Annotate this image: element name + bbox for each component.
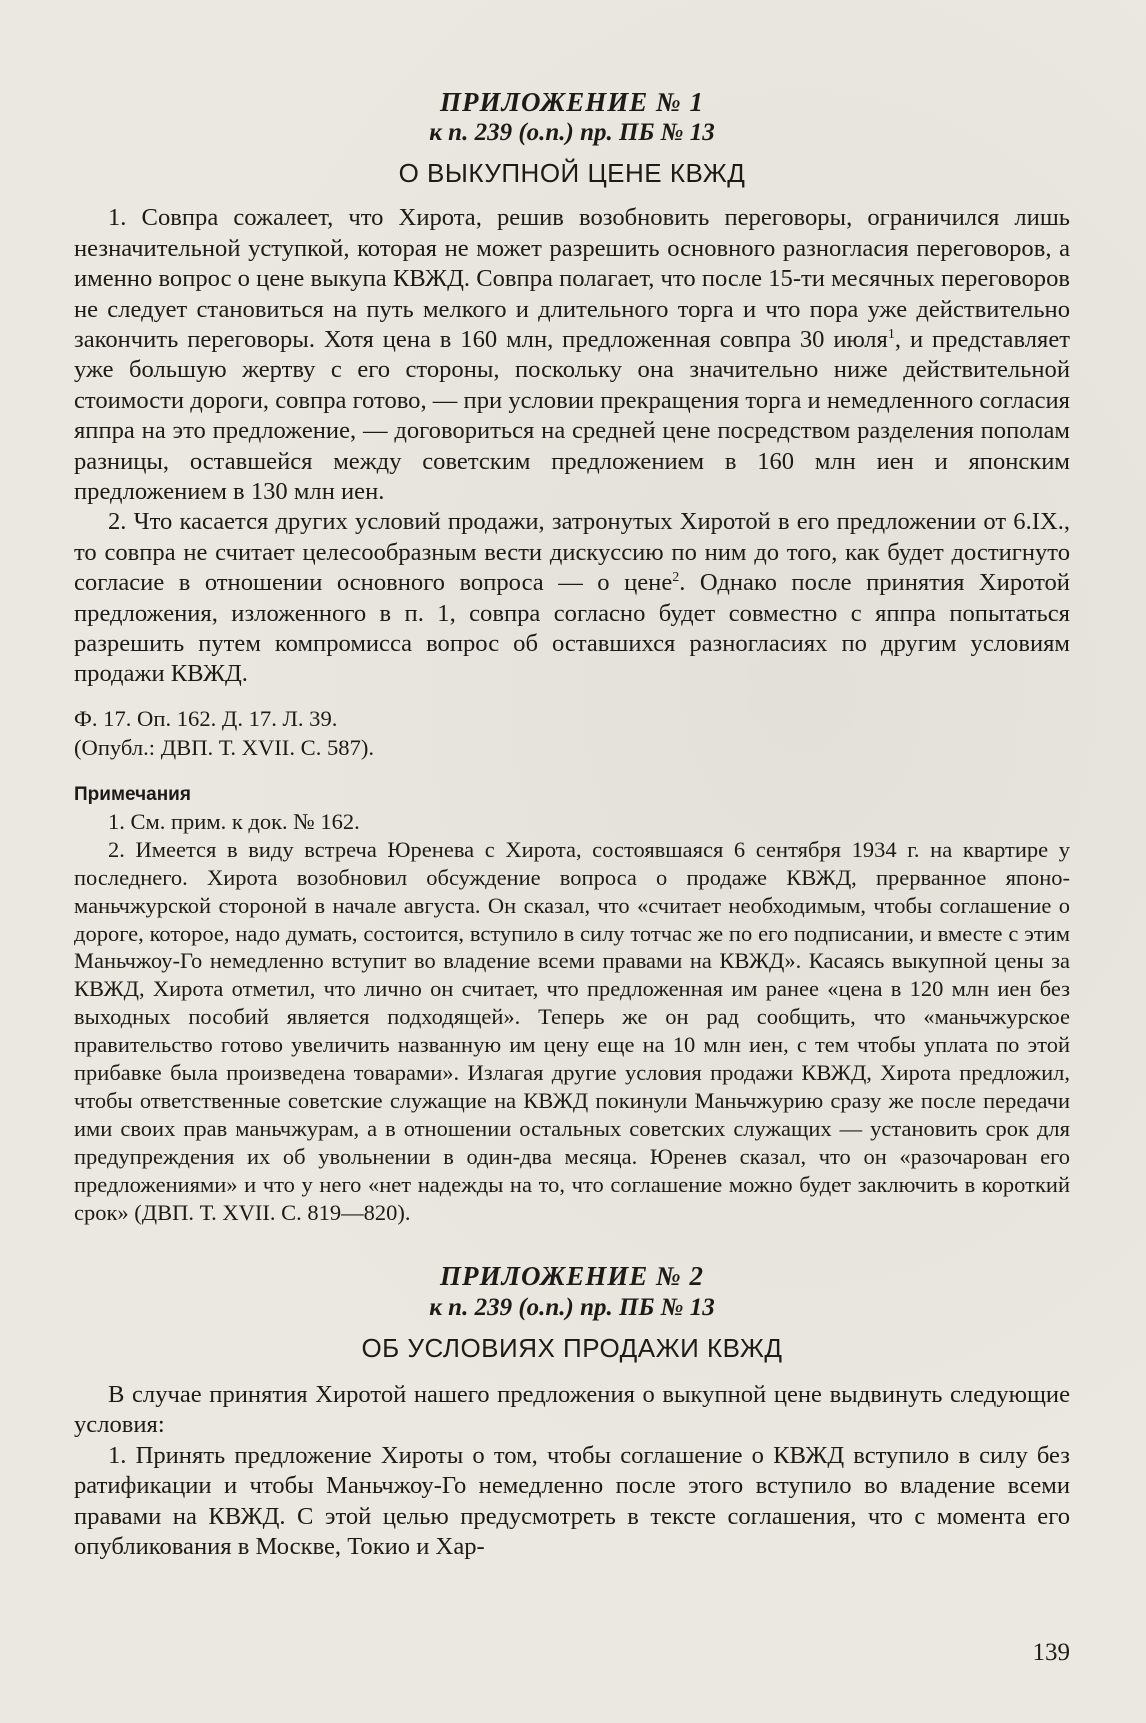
- archival-source: [74, 704, 1070, 762]
- appendix-1-paragraph-2: [74, 507, 1070, 689]
- note-2: 2. Имеется в виду встреча Юренева с Хирота, состоявшаяся 6 сентября 1934 г. на квартире у последнего. Хирота возобновил обсуждение вопроса о продаже КВЖД, прерванное японо-маньчжурской стороной в начале августа. Он сказал, что «считает необходимым, чтобы соглашение о дороге, которое, надо думать, состоится, вступило в силу тотчас же по его подписании, и вместе с этим Маньчжоу-Го немедленно вступит во владение всеми правами на КВЖД». Касаясь выкупной цены за КВЖД, Хирота отметил, что лично он считает, что предложенная им ранее «цена в 120 млн иен без выходных пособий является подходящей». Теперь же он рад сообщить, что «маньчжурское правительство готово увеличить названную им цену еще на 10 млн иен, с тем чтобы уплата по этой прибавке была произведена товарами». Излагая другие условия продажи КВЖД, Хирота предложил, чтобы ответственные советские служащие на КВЖД покинули Маньчжурию сразу же после передачи ими своих прав маньчжурам, а в отношении остальных советских служащих — установить срок для предупреждения их об увольнении в один-два месяца. Юренев сказал, что он «разочарован его предложениями» и что у него «нет надежды на то, что соглашение можно будет заключить в короткий срок» (ДВП. Т. XVII. С. 819—820).: [74, 836, 1070, 1225]
- source-line-2: (Опубл.: ДВП. Т. XVII. С. 587).: [74, 734, 375, 760]
- notes-heading: Примечания: [74, 783, 191, 805]
- appendix-1-title: ПРИЛОЖЕНИЕ № 1: [439, 87, 704, 117]
- appendix-2-heading: ОБ УСЛОВИЯХ ПРОДАЖИ КВЖД: [361, 1332, 783, 1363]
- appendix-2-header: [74, 1260, 1070, 1322]
- paragraph-2-text-b: . Однако после принятия Хиротой предложения, изложенного в п. 1, совпра согласно будет совместно с яппра попытаться разрешить путем компромисса вопрос об оставшихся разногласиях по другим условиям продажи КВЖД.: [74, 569, 1070, 688]
- paragraph-1-text-a: 1. Совпра сожалеет, что Хирота, решив возобновить переговоры, ограничился лишь незначительной уступкой, которая не может разрешить основного разногласия переговоров, а именно вопрос о цене выкупа КВЖД. Совпра полагает, что после 15-ти месячных переговоров не следует становиться на путь мелкого и длительного торга и что пора уже действительно закончить переговоры. Хотя цена в 160 млн, предложенная совпра 30 июля: [74, 204, 1070, 354]
- appendix-2-title: ПРИЛОЖЕНИЕ № 2: [439, 1261, 704, 1292]
- appendix-1-reference: к п. 239 (о.п.) пр. ПБ № 13: [429, 119, 715, 147]
- note-1: 1. См. прим. к док. № 162.: [108, 808, 360, 834]
- appendix-2: [74, 1260, 1070, 1562]
- page-number: 139: [1032, 1639, 1070, 1666]
- appendix-1-heading: О ВЫКУПНОЙ ЦЕНЕ КВЖД: [398, 158, 746, 189]
- footnote-ref-2: 2: [672, 570, 680, 586]
- appendix-1-paragraph-1: [74, 203, 1070, 507]
- source-line-1: Ф. 17. Оп. 162. Д. 17. Л. 39.: [74, 705, 338, 731]
- appendix-2-intro: В случае принятия Хиротой нашего предложения о выкупной цене выдвинуть следующие условия:: [74, 1380, 1070, 1439]
- appendix-1-header: [74, 86, 1070, 148]
- appendix-2-item-1: 1. Принять предложение Хироты о том, чтобы соглашение о КВЖД вступило в силу без ратификации и чтобы Маньчжоу-Го немедленно после этого вступило во владение всеми правами на КВЖД. С этой целью предусмотреть в тексте соглашения, что с момента его опубликования в Москве, Токио и Хар-: [74, 1441, 1070, 1560]
- appendix-2-reference: к п. 239 (о.п.) пр. ПБ № 13: [429, 1293, 715, 1321]
- paragraph-2-text-a: 2. Что касается других условий продажи, затронутых Хиротой в его предложении от 6.IX., то совпра не считает целесообразным вести дискуссию по ним до того, как будет достигнуто согласие в отношении основного вопроса — о цене: [74, 508, 1070, 597]
- footnote-ref-1: 1: [887, 326, 895, 342]
- paragraph-1-text-b: , и представляет уже большую жертву с его стороны, поскольку она значительно ниже действительной стоимости дороги, совпра готово, — при условии прекращения торга и немедленного согласия яппра на это предложение, — договориться на средней цене посредством разделения пополам разницы, оставшейся между советским предложением в 160 млн иен и японским предложением в 130 млн иен.: [74, 326, 1070, 506]
